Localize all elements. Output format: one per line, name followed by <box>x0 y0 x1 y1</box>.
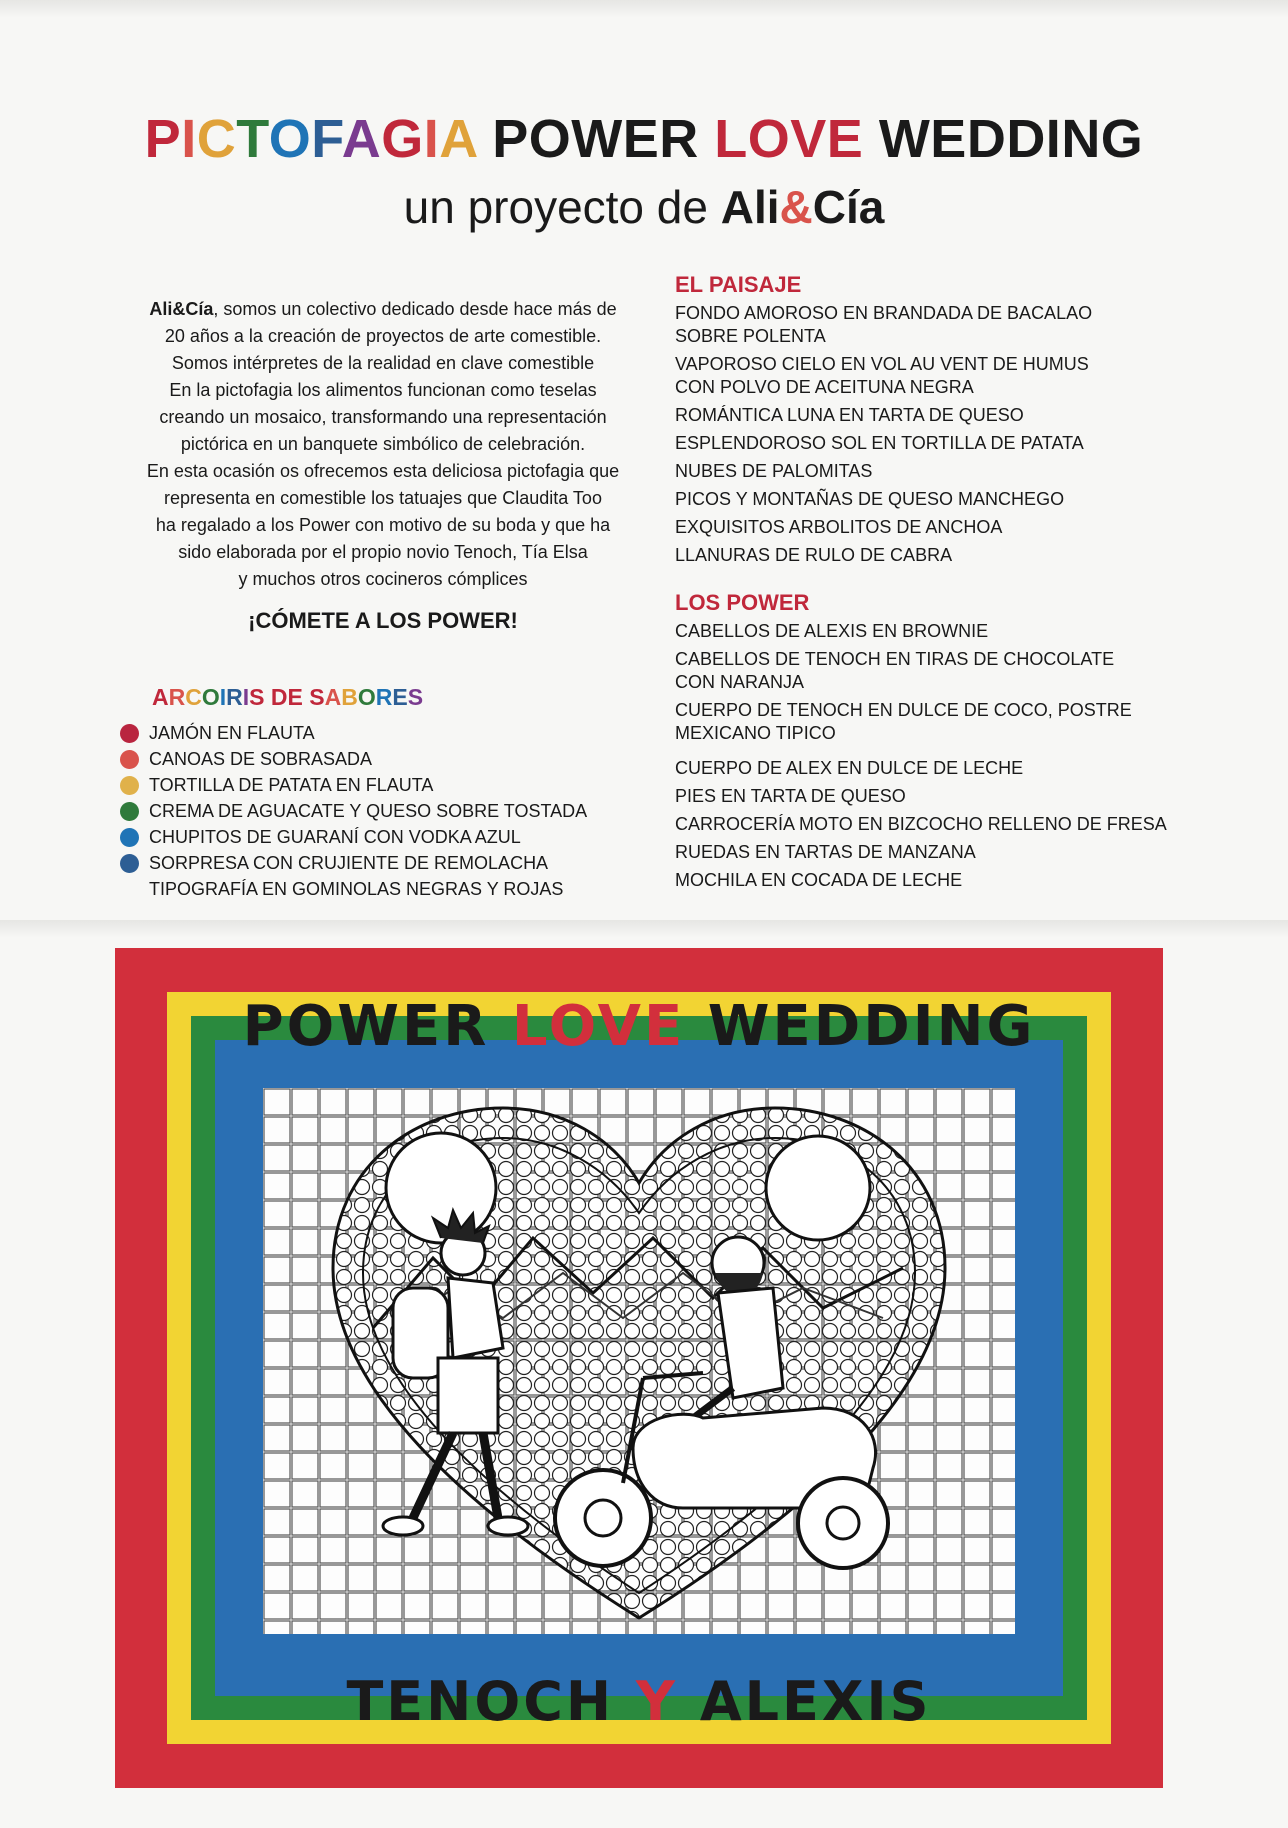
list-item <box>120 824 587 850</box>
list-item: CUERPO DE TENOCH EN DULCE DE COCO, POSTRE MEXICANO TIPICO <box>675 700 1132 743</box>
flavor-label: TIPOGRAFÍA EN GOMINOLAS NEGRAS Y ROJAS <box>149 879 564 899</box>
brand-cia: Cía <box>812 181 885 233</box>
flavor-label: CANOAS DE SOBRASADA <box>149 749 373 769</box>
rainbow-title-word: ARCOIRIS <box>152 684 265 710</box>
rainbow-title-sabores: SABORES <box>309 684 424 710</box>
list-item: VAPOROSO CIELO EN VOL AU VENT DE HUMUS CON POLVO DE ACEITUNA NEGRA <box>675 354 1089 397</box>
rainbow-title-de: DE <box>264 684 310 710</box>
flavor-label: JAMÓN EN FLAUTA <box>149 723 315 743</box>
poster-title-wedding: WEDDING <box>685 994 1036 1059</box>
flavor-dot-icon <box>120 854 139 873</box>
page-subtitle <box>0 180 1288 234</box>
paisaje-section <box>675 272 1092 572</box>
power-section <box>675 590 1167 897</box>
flavor-dot-icon <box>120 802 139 821</box>
list-item: LLANURAS DE RULO DE CABRA <box>675 545 953 565</box>
list-item: EXQUISITOS ARBOLITOS DE ANCHOA <box>675 517 1003 537</box>
brand-ali: Ali <box>720 181 780 233</box>
paper-fold-middle <box>0 920 1288 938</box>
poster-title <box>115 994 1163 1059</box>
page-title <box>0 108 1288 170</box>
intro-line: representa en comestible los tatuajes que Claudita Too <box>164 488 602 508</box>
intro-line: y muchos otros cocineros cómplices <box>238 569 528 589</box>
list-item <box>120 876 587 902</box>
flavor-list <box>120 720 587 902</box>
list-item: CARROCERÍA MOTO EN BIZCOCHO RELLENO DE FRESA <box>675 814 1167 834</box>
mosaic-artwork <box>263 1088 1015 1634</box>
poster-title-love: LOVE <box>511 994 686 1059</box>
intro-line: En la pictofagia los alimentos funcionan como teselas <box>169 380 597 400</box>
call-to-action: ¡CÓMETE A LOS POWER! <box>248 608 518 633</box>
intro-line: pictórica en un banquete simbólico de celebración. <box>180 434 586 454</box>
power-title: LOS POWER <box>675 590 810 615</box>
intro-line: ha regalado a los Power con motivo de su boda y que ha <box>155 515 611 535</box>
poster-name-alexis: ALEXIS <box>678 1670 932 1733</box>
flavor-label: CREMA DE AGUACATE Y QUESO SOBRE TOSTADA <box>149 801 588 821</box>
flavor-dot-icon <box>120 724 139 743</box>
title-love: LOVE <box>714 109 864 169</box>
wedding-poster <box>115 948 1163 1788</box>
flavor-dot-icon <box>120 776 139 795</box>
list-item <box>120 772 587 798</box>
list-item <box>120 798 587 824</box>
subtitle-prefix: un proyecto de <box>403 181 721 233</box>
flavor-label: CHUPITOS DE GUARANÍ CON VODKA AZUL <box>149 827 521 847</box>
title-pictofagia: PICTOFAGIA <box>144 109 477 169</box>
mosaic-illustration <box>263 1088 1015 1634</box>
flavor-dot-icon <box>120 828 139 847</box>
brand-amp: & <box>779 181 813 233</box>
intro-line: 20 años a la creación de proyectos de arte comestible. <box>164 326 602 346</box>
list-item: CABELLOS DE ALEXIS EN BROWNIE <box>675 621 989 641</box>
poster-names <box>115 1670 1163 1733</box>
list-item <box>120 850 587 876</box>
list-item <box>120 746 587 772</box>
intro-line: Somos intérpretes de la realidad en clave comestible <box>171 353 595 373</box>
title-wedding: WEDDING <box>863 109 1144 169</box>
list-item: ROMÁNTICA LUNA EN TARTA DE QUESO <box>675 405 1024 425</box>
list-item <box>120 720 587 746</box>
list-item: FONDO AMOROSO EN BRANDADA DE BACALAO SOBRE POLENTA <box>675 303 1093 346</box>
title-power: POWER <box>476 109 715 169</box>
list-item: ESPLENDOROSO SOL EN TORTILLA DE PATATA <box>675 433 1084 453</box>
intro-paragraph <box>118 296 648 593</box>
flavor-label: SORPRESA CON CRUJIENTE DE REMOLACHA <box>149 853 549 873</box>
paisaje-title: EL PAISAJE <box>675 272 802 297</box>
intro-line: En esta ocasión os ofrecemos esta deliciosa pictofagia que <box>146 461 620 481</box>
poster-title-power: POWER <box>242 994 512 1059</box>
flavor-label: TORTILLA DE PATATA EN FLAUTA <box>149 775 434 795</box>
list-item: CABELLOS DE TENOCH EN TIRAS DE CHOCOLATE CON NARANJA <box>675 649 1115 692</box>
list-item: PIES EN TARTA DE QUESO <box>675 786 906 806</box>
list-item: NUBES DE PALOMITAS <box>675 461 873 481</box>
intro-line: sido elaborada por el propio novio Tenoch, Tía Elsa <box>178 542 588 562</box>
list-item: RUEDAS EN TARTAS DE MANZANA <box>675 842 976 862</box>
list-item: CUERPO DE ALEX EN DULCE DE LECHE <box>675 758 1024 778</box>
list-item: PICOS Y MONTAÑAS DE QUESO MANCHEGO <box>675 489 1065 509</box>
paper-fold-top <box>0 0 1288 18</box>
poster-name-y: Y <box>635 1670 679 1733</box>
flavor-dot-icon <box>120 750 139 769</box>
intro-line <box>118 296 648 323</box>
rainbow-section-title <box>152 684 423 711</box>
intro-brand: Ali&Cía <box>149 299 214 319</box>
poster-name-tenoch: TENOCH <box>346 1670 636 1733</box>
intro-line: creando un mosaico, transformando una representación <box>159 407 607 427</box>
intro-line-text: , somos un colectivo dedicado desde hace más de <box>213 299 617 319</box>
list-item: MOCHILA EN COCADA DE LECHE <box>675 870 963 890</box>
